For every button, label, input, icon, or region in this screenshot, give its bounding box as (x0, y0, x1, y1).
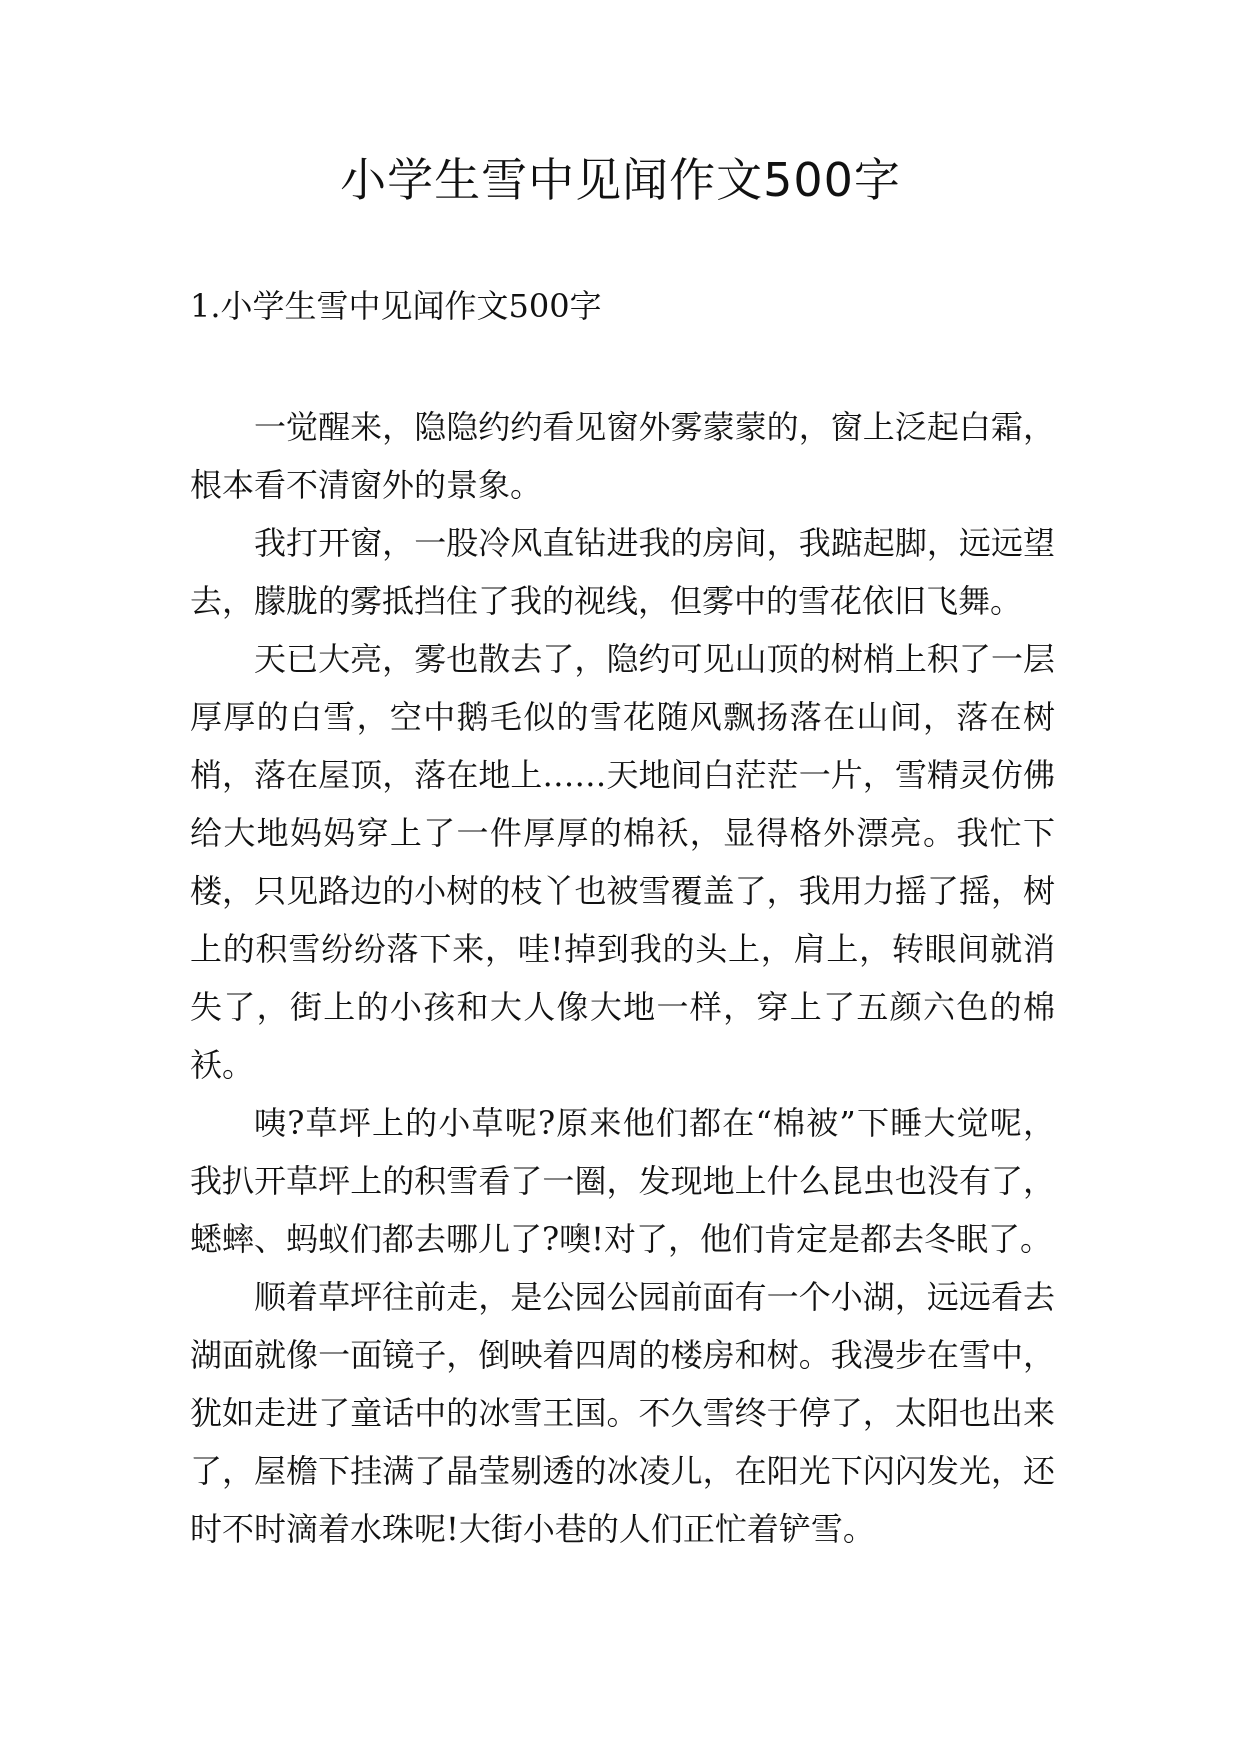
paragraph-1: 一觉醒来，隐隐约约看见窗外雾蒙蒙的，窗上泛起白霜，根本看不清窗外的景象。 (190, 408, 1055, 504)
document-title: 小学生雪中见闻作文500字 (340, 153, 901, 207)
section-heading: 1.小学生雪中见闻作文500字 (190, 287, 602, 325)
paragraph-5: 顺着草坪往前走，是公园公园前面有一个小湖，远远看去湖面就像一面镜子，倒映着四周的楼房和树。我漫步在雪中，犹如走进了童话中的冰雪王国。不久雪终于停了，太阳也出来了，屋檐下挂满了晶莹剔透的冰凌儿，在阳光下闪闪发光，还时不时滴着水珠呢!大街小巷的人们正忙着铲雪。 (190, 1278, 1055, 1548)
paragraph-4: 咦?草坪上的小草呢?原来他们都在“棉被”下睡大觉呢，我扒开草坪上的积雪看了一圈，发现地上什么昆虫也没有了，蟋蟀、蚂蚁们都去哪儿了?噢!对了，他们肯定是都去冬眠了。 (190, 1104, 1055, 1258)
paragraph-2: 我打开窗，一股冷风直钻进我的房间，我踮起脚，远远望去，朦胧的雾抵挡住了我的视线，但雾中的雪花依旧飞舞。 (190, 524, 1055, 620)
essay-body (190, 398, 1055, 1558)
paragraph-3: 天已大亮，雾也散去了，隐约可见山顶的树梢上积了一层厚厚的白雪，空中鹅毛似的雪花随风飘扬落在山间，落在树梢，落在屋顶，落在地上……天地间白茫茫一片，雪精灵仿佛给大地妈妈穿上了一件厚厚的棉袄，显得格外漂亮。我忙下楼，只见路边的小树的枝丫也被雪覆盖了，我用力摇了摇，树上的积雪纷纷落下来，哇!掉到我的头上，肩上，转眼间就消失了，街上的小孩和大人像大地一样，穿上了五颜六色的棉袄。 (190, 640, 1055, 1084)
